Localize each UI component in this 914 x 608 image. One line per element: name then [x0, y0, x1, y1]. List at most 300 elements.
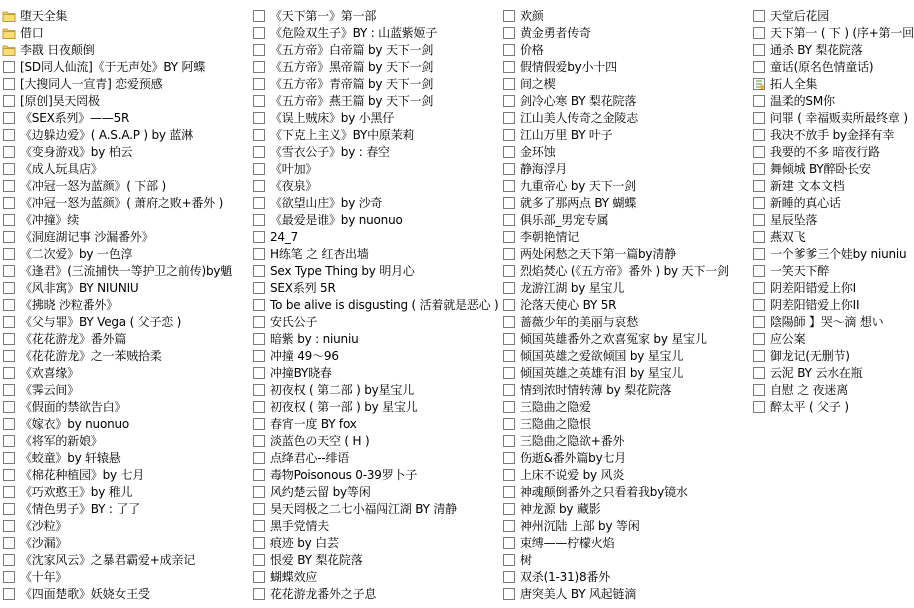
file-item[interactable] — [502, 161, 748, 178]
text-file-icon — [252, 451, 266, 465]
folder-icon — [2, 26, 16, 40]
file-item[interactable] — [502, 25, 748, 42]
file-name: 《五方帝》白帝篇 by 天下一剑 — [270, 43, 434, 57]
file-name: 《花花游龙》番外篇 — [20, 332, 127, 346]
file-name: 俱乐部_男宠专属 — [520, 213, 609, 227]
file-item[interactable] — [502, 518, 748, 535]
file-item[interactable] — [502, 586, 748, 603]
file-item[interactable] — [502, 450, 748, 467]
file-name: [原创]昊天罔极 — [20, 94, 100, 108]
file-item[interactable] — [2, 535, 248, 552]
text-file-icon — [2, 298, 16, 312]
file-name: 金环蚀 — [520, 145, 556, 159]
text-file-icon — [502, 111, 516, 125]
file-name: 《五方帝》黑帝篇 by 天下一剑 — [270, 60, 434, 74]
file-item[interactable] — [502, 314, 748, 331]
file-item[interactable] — [2, 110, 248, 127]
file-name: 伤逝&番外篇by七月 — [520, 451, 627, 465]
file-name: 三隐曲之隐爱 — [520, 400, 591, 414]
file-item[interactable] — [252, 280, 498, 297]
file-name: 《冲冠一怒为蓝颜》( 萧府之败+番外 ) — [20, 196, 224, 210]
text-file-icon — [752, 213, 766, 227]
text-file-icon — [2, 77, 16, 91]
file-item[interactable] — [502, 569, 748, 586]
file-item[interactable] — [752, 42, 912, 59]
text-file-icon — [2, 553, 16, 567]
file-name: 《二次爱》by 一色淳 — [20, 247, 133, 261]
file-item[interactable] — [752, 280, 912, 297]
file-item[interactable] — [502, 76, 748, 93]
file-name: 暗紫 by : niuniu — [270, 332, 359, 346]
file-item[interactable] — [752, 110, 912, 127]
file-name: 《危险双生子》BY : 山蓝紫姬子 — [270, 26, 438, 40]
file-item[interactable] — [752, 144, 912, 161]
text-file-icon — [252, 400, 266, 414]
text-file-icon — [252, 230, 266, 244]
file-item[interactable] — [2, 467, 248, 484]
file-item[interactable] — [252, 297, 498, 314]
file-item[interactable] — [2, 501, 248, 518]
file-item[interactable] — [2, 229, 248, 246]
file-name: 《风非寓》BY NIUNIU — [20, 281, 139, 295]
file-item[interactable] — [252, 144, 498, 161]
text-file-icon — [752, 230, 766, 244]
text-file-icon — [252, 383, 266, 397]
file-item[interactable] — [2, 382, 248, 399]
file-item[interactable] — [752, 331, 912, 348]
file-item[interactable] — [2, 59, 248, 76]
file-item[interactable] — [502, 552, 748, 569]
file-name: 春宵一度 BY fox — [270, 417, 357, 431]
file-item[interactable] — [752, 76, 912, 93]
file-item[interactable] — [502, 59, 748, 76]
file-name: 《冲撞》续 — [20, 213, 80, 227]
file-item[interactable] — [502, 535, 748, 552]
file-name: 《情色男子》BY : 了了 — [20, 502, 140, 516]
file-item[interactable] — [252, 212, 498, 229]
file-item[interactable] — [752, 399, 912, 416]
file-name: 点绛君心--绯语 — [270, 451, 350, 465]
text-file-icon — [2, 60, 16, 74]
file-item[interactable] — [2, 280, 248, 297]
file-item[interactable] — [502, 382, 748, 399]
file-name: 蝴蝶效应 — [270, 570, 318, 584]
text-file-icon — [252, 536, 266, 550]
text-file-icon — [502, 128, 516, 142]
text-file-icon — [502, 587, 516, 601]
text-file-icon — [252, 26, 266, 40]
file-name: 冲撞 49～96 — [270, 349, 339, 363]
file-item[interactable] — [502, 331, 748, 348]
text-file-icon — [502, 94, 516, 108]
file-name: 《欲望山庄》by 沙奇 — [270, 196, 383, 210]
text-file-icon — [752, 60, 766, 74]
text-file-icon — [2, 230, 16, 244]
file-name: 欢颜 — [520, 9, 544, 23]
file-item[interactable] — [752, 229, 912, 246]
text-file-icon — [752, 281, 766, 295]
file-item[interactable] — [502, 297, 748, 314]
text-file-icon — [252, 298, 266, 312]
text-file-icon — [502, 400, 516, 414]
file-name: 神州沉陆 上部 by 等闲 — [520, 519, 640, 533]
file-item[interactable] — [502, 110, 748, 127]
file-item[interactable] — [252, 467, 498, 484]
file-name: 我决不放手 by金择有幸 — [770, 128, 895, 142]
file-item[interactable] — [252, 399, 498, 416]
text-file-icon — [2, 587, 16, 601]
file-item[interactable] — [252, 93, 498, 110]
text-file-icon — [752, 400, 766, 414]
file-item[interactable] — [502, 127, 748, 144]
file-name: 舞倾城 BY醉卧长安 — [770, 162, 871, 176]
file-item[interactable] — [2, 416, 248, 433]
file-name: 《欢喜缘》 — [20, 366, 80, 380]
file-item[interactable] — [252, 110, 498, 127]
file-name: 通杀 BY 梨花院落 — [770, 43, 863, 57]
file-name: 《沙粒》 — [20, 519, 68, 533]
text-file-icon — [752, 196, 766, 210]
file-item[interactable] — [252, 246, 498, 263]
file-item[interactable] — [2, 433, 248, 450]
file-name: 《巧欢憨王》by 稚儿 — [20, 485, 133, 499]
file-name: 上床不说爱 by 风炎 — [520, 468, 625, 482]
file-item[interactable] — [502, 467, 748, 484]
file-item[interactable] — [2, 314, 248, 331]
file-item[interactable] — [502, 263, 748, 280]
file-item[interactable] — [502, 484, 748, 501]
file-item[interactable] — [502, 246, 748, 263]
text-file-icon — [502, 383, 516, 397]
file-name: 蔷薇少年的美丽与哀愁 — [520, 315, 639, 329]
file-name: 《霁云间》 — [20, 383, 80, 397]
file-name: H练笔 之 红杏出墙 — [270, 247, 369, 261]
file-item[interactable] — [752, 195, 912, 212]
text-file-icon — [752, 77, 766, 91]
file-item[interactable] — [752, 161, 912, 178]
file-item[interactable] — [502, 229, 748, 246]
text-file-icon — [752, 383, 766, 397]
file-item[interactable] — [252, 42, 498, 59]
file-name: 江山美人传奇之金陵志 — [520, 111, 639, 125]
file-item[interactable] — [502, 433, 748, 450]
file-name: 三隐曲之隐恨 — [520, 417, 591, 431]
text-file-icon — [252, 485, 266, 499]
file-item[interactable] — [502, 501, 748, 518]
text-file-icon — [252, 9, 266, 23]
file-item[interactable] — [752, 246, 912, 263]
folder-icon — [2, 9, 16, 23]
file-item[interactable] — [252, 450, 498, 467]
file-item[interactable] — [752, 348, 912, 365]
text-file-icon — [2, 264, 16, 278]
file-name: 烈焰焚心 (《五方帝》番外 ) by 天下一剑 — [520, 264, 729, 278]
file-item[interactable] — [502, 195, 748, 212]
file-item[interactable] — [2, 246, 248, 263]
text-file-icon — [252, 196, 266, 210]
file-name: 《嫁衣》by nuonuo — [20, 417, 130, 431]
file-item[interactable] — [752, 382, 912, 399]
file-item[interactable] — [252, 569, 498, 586]
file-item[interactable] — [502, 280, 748, 297]
file-item[interactable] — [752, 8, 912, 25]
file-name: 新睡的真心话 — [770, 196, 841, 210]
file-name: 温柔的SM你 — [770, 94, 835, 108]
folder-item[interactable] — [2, 42, 248, 59]
file-item[interactable] — [2, 178, 248, 195]
text-file-icon — [252, 111, 266, 125]
text-file-icon — [2, 332, 16, 346]
file-item[interactable] — [502, 178, 748, 195]
file-name: 树 — [520, 553, 532, 567]
text-file-icon — [2, 111, 16, 125]
text-file-icon — [252, 264, 266, 278]
file-item[interactable] — [502, 416, 748, 433]
file-item[interactable] — [2, 161, 248, 178]
file-item[interactable] — [502, 399, 748, 416]
file-name: 假情假爱by小十四 — [520, 60, 617, 74]
folder-item[interactable] — [2, 8, 248, 25]
file-item[interactable] — [752, 263, 912, 280]
text-file-icon — [502, 9, 516, 23]
file-name: 黄金勇者传奇 — [520, 26, 591, 40]
file-name: 神龙源 by 藏影 — [520, 502, 601, 516]
file-name: 痕迹 by 白芸 — [270, 536, 339, 550]
file-item[interactable] — [252, 229, 498, 246]
file-item[interactable] — [252, 416, 498, 433]
text-file-icon — [252, 128, 266, 142]
text-file-icon — [2, 536, 16, 550]
text-file-icon — [752, 111, 766, 125]
file-column — [252, 8, 498, 603]
text-file-icon — [252, 162, 266, 176]
file-item[interactable] — [752, 127, 912, 144]
file-item[interactable] — [2, 518, 248, 535]
file-name: 天下第一 ( 下 ) (序+第一回 — [770, 26, 914, 40]
file-name: 《成人玩具店》 — [20, 162, 103, 176]
text-file-icon — [252, 247, 266, 261]
text-file-icon — [252, 519, 266, 533]
file-item[interactable] — [252, 127, 498, 144]
file-name: 《四面楚歌》妖娆女王受 — [20, 587, 150, 601]
text-file-icon — [2, 502, 16, 516]
file-item[interactable] — [252, 382, 498, 399]
text-file-icon — [752, 298, 766, 312]
file-item[interactable] — [2, 365, 248, 382]
text-file-icon — [252, 94, 266, 108]
file-name: 童话(原名色情童话) — [770, 60, 874, 74]
file-name: 《最爱是谁》by nuonuo — [270, 213, 403, 227]
file-name: 《洞庭湖记事 沙漏番外》 — [20, 230, 154, 244]
file-name: 初夜权 ( 第二部 ) by星宝儿 — [270, 383, 414, 397]
file-name: 价格 — [520, 43, 544, 57]
text-file-icon — [752, 9, 766, 23]
file-name: 《棉花种植园》by 七月 — [20, 468, 145, 482]
file-item[interactable] — [752, 178, 912, 195]
file-column — [752, 8, 912, 416]
text-file-icon — [2, 349, 16, 363]
text-file-icon — [502, 162, 516, 176]
file-name: 《拂晓 沙粒番外》 — [20, 298, 119, 312]
text-file-icon — [502, 213, 516, 227]
text-file-icon — [252, 77, 266, 91]
text-file-icon — [502, 332, 516, 346]
text-file-icon — [502, 485, 516, 499]
text-file-icon — [252, 502, 266, 516]
file-item[interactable] — [502, 42, 748, 59]
file-name: Sex Type Thing by 明月心 — [270, 264, 415, 278]
file-name: 《天下第一》第一部 — [270, 9, 377, 23]
file-name: 阴差阳错爱上你I — [770, 281, 856, 295]
file-name: 沦落天使心 BY 5R — [520, 298, 617, 312]
text-file-icon — [2, 94, 16, 108]
text-file-icon — [752, 43, 766, 57]
file-name: 《假面的禁欲告白》 — [20, 400, 127, 414]
file-item[interactable] — [252, 263, 498, 280]
text-file-icon — [252, 60, 266, 74]
file-name: 江山万里 BY 叶子 — [520, 128, 613, 142]
text-file-icon — [502, 230, 516, 244]
file-item[interactable] — [502, 365, 748, 382]
file-name: 《父与罪》BY Vega ( 父子恋 ) — [20, 315, 182, 329]
text-file-icon — [2, 315, 16, 329]
file-item[interactable] — [2, 450, 248, 467]
file-name: 《下克上主义》BY中原茉莉 — [270, 128, 415, 142]
file-item[interactable] — [2, 263, 248, 280]
file-name: 《十年》 — [20, 570, 68, 584]
file-item[interactable] — [2, 348, 248, 365]
file-item[interactable] — [2, 586, 248, 603]
file-item[interactable] — [252, 501, 498, 518]
file-item[interactable] — [252, 178, 498, 195]
file-name: 间之楔 — [520, 77, 556, 91]
file-item[interactable] — [502, 212, 748, 229]
text-file-icon — [752, 26, 766, 40]
file-name: 《花花游龙》之一苯贼拾柔 — [20, 349, 162, 363]
file-name: SEX系列 5R — [270, 281, 336, 295]
text-file-icon — [252, 281, 266, 295]
text-file-icon — [2, 145, 16, 159]
file-item[interactable] — [252, 59, 498, 76]
file-item[interactable] — [502, 93, 748, 110]
file-name: 就多了那两点 BY 蝴蝶 — [520, 196, 637, 210]
file-item[interactable] — [2, 552, 248, 569]
file-name: 天堂后花园 — [770, 9, 830, 23]
file-name: 情到浓时情转薄 by 梨花院落 — [520, 383, 672, 397]
text-file-icon — [2, 213, 16, 227]
file-item[interactable] — [2, 212, 248, 229]
file-item[interactable] — [252, 25, 498, 42]
file-name: 静海浮月 — [520, 162, 568, 176]
text-file-icon — [502, 179, 516, 193]
text-file-icon — [502, 553, 516, 567]
file-item[interactable] — [502, 8, 748, 25]
file-item[interactable] — [252, 348, 498, 365]
text-file-icon — [252, 366, 266, 380]
folder-item[interactable] — [2, 25, 248, 42]
file-item[interactable] — [2, 195, 248, 212]
text-file-icon — [502, 196, 516, 210]
file-item[interactable] — [252, 195, 498, 212]
file-item[interactable] — [252, 314, 498, 331]
folder-icon — [2, 43, 16, 57]
file-item[interactable] — [252, 331, 498, 348]
file-item[interactable] — [252, 8, 498, 25]
file-name: 《沙漏》 — [20, 536, 68, 550]
file-item[interactable] — [2, 569, 248, 586]
file-item[interactable] — [252, 365, 498, 382]
file-item[interactable] — [752, 212, 912, 229]
file-item[interactable] — [252, 433, 498, 450]
file-name: 自慰 之 夜迷离 — [770, 383, 849, 397]
file-name: 《边躲边爱》( A.S.A.P ) by 蓝淋 — [20, 128, 194, 142]
file-name: 神魂颠倒番外之只看着我by镜水 — [520, 485, 688, 499]
file-item[interactable] — [252, 484, 498, 501]
text-file-icon — [502, 570, 516, 584]
file-name: 两处闲愁之天下第一篇by清静 — [520, 247, 676, 261]
file-name: 《变身游戏》by 柏云 — [20, 145, 133, 159]
file-name: 李朝艳情记 — [520, 230, 580, 244]
text-file-icon — [2, 519, 16, 533]
file-name: 《逢君》(三流捕快一等护卫之前传)by魈 — [20, 264, 233, 278]
file-item[interactable] — [2, 76, 248, 93]
file-item[interactable] — [252, 76, 498, 93]
text-file-icon — [2, 434, 16, 448]
file-item[interactable] — [252, 518, 498, 535]
file-name: 一笑天下醉 — [770, 264, 830, 278]
text-file-icon — [502, 281, 516, 295]
file-item[interactable] — [2, 93, 248, 110]
file-item[interactable] — [752, 297, 912, 314]
file-name: 《将军的新娘》 — [20, 434, 103, 448]
file-item[interactable] — [2, 127, 248, 144]
file-item[interactable] — [252, 586, 498, 603]
text-file-icon — [252, 434, 266, 448]
file-item[interactable] — [2, 297, 248, 314]
file-item[interactable] — [2, 144, 248, 161]
text-file-icon — [502, 145, 516, 159]
file-name: 冲撞BY晓春 — [270, 366, 332, 380]
text-file-icon — [252, 43, 266, 57]
text-file-icon — [2, 451, 16, 465]
file-name: 借口 — [20, 26, 44, 40]
file-item[interactable] — [2, 399, 248, 416]
file-name: 《SEX系列》——5R — [20, 111, 130, 125]
file-name: 《夜泉》 — [270, 179, 318, 193]
file-item[interactable] — [502, 348, 748, 365]
file-item[interactable] — [2, 331, 248, 348]
file-name: 《五方帝》燕王篇 by 天下一剑 — [270, 94, 434, 108]
file-item[interactable] — [252, 535, 498, 552]
file-name: 唐突美人 BY 风起链滴 — [520, 587, 637, 601]
file-item[interactable] — [752, 59, 912, 76]
file-item[interactable] — [2, 484, 248, 501]
file-name: 拓人全集 — [770, 77, 818, 91]
file-name: 花花游龙番外之子息 — [270, 587, 377, 601]
text-file-icon — [502, 264, 516, 278]
file-item[interactable] — [752, 93, 912, 110]
file-item[interactable] — [752, 25, 912, 42]
file-item[interactable] — [252, 161, 498, 178]
file-item[interactable] — [752, 365, 912, 382]
text-file-icon — [752, 366, 766, 380]
text-file-icon — [252, 570, 266, 584]
file-item[interactable] — [502, 144, 748, 161]
text-file-icon — [502, 247, 516, 261]
file-item[interactable] — [252, 552, 498, 569]
text-file-icon — [2, 281, 16, 295]
file-item[interactable] — [752, 314, 912, 331]
